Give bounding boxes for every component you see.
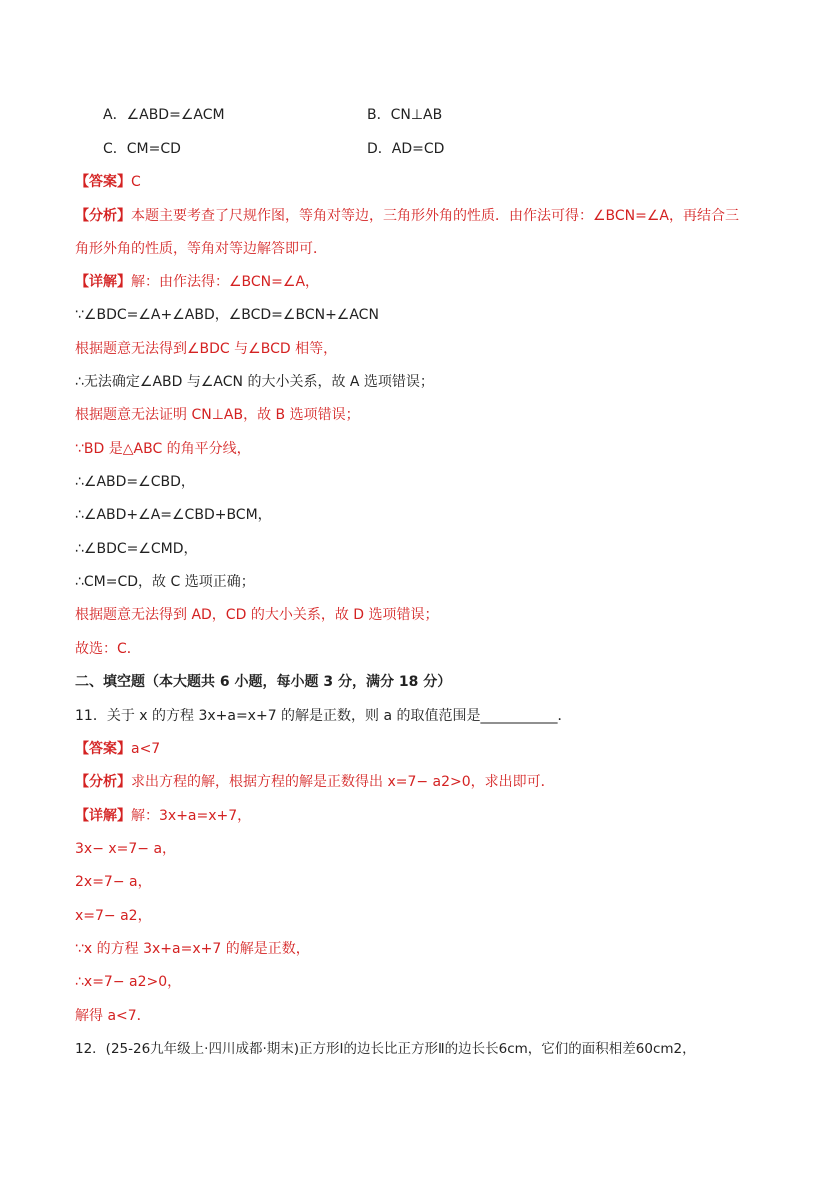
- q11-step: 解得 a<7．: [75, 1008, 151, 1024]
- option-c: C．CM=CD: [103, 141, 181, 157]
- q10-step: ∵BD 是△ABC 的角平分线，: [75, 441, 251, 457]
- q11-step: 2x=7− a，: [75, 874, 152, 890]
- answer-value: a<7: [131, 741, 161, 757]
- q10-detail: [75, 272, 319, 292]
- q10-step: ∴∠ABD+∠A=∠CBD+BCM，: [75, 507, 272, 523]
- q11-step: ∵x 的方程 3x+a=x+7 的解是正数，: [75, 941, 310, 957]
- detail-text: 解：由作法得：∠BCN=∠A，: [131, 274, 320, 290]
- q11-step: 3x− x=7− a，: [75, 841, 177, 857]
- q10-analysis-cont: 角形外角的性质，等角对等边解答即可．: [75, 241, 327, 257]
- detail-text: 解：3x+a=x+7，: [131, 808, 252, 824]
- q12-question: 12．(25-26九年级上·四川成都·期末)正方形Ⅰ的边长比正方形Ⅱ的边长长6cm，它们的面积相差60cm2，: [75, 1041, 696, 1057]
- detail-tag: 【详解】: [75, 274, 131, 290]
- q10-step: ∴CM=CD，故 C 选项正确；: [75, 574, 255, 590]
- q11-answer: [75, 739, 160, 759]
- q10-analysis: [75, 206, 739, 226]
- option-b: B．CN⊥AB: [367, 107, 443, 123]
- analysis-text: 本题主要考查了尺规作图，等角对等边，三角形外角的性质．由作法可得：∠BCN=∠A，再结合三: [131, 208, 740, 224]
- q10-answer: [75, 172, 141, 192]
- q10-step: 故选：C．: [75, 641, 141, 657]
- q11-analysis: [75, 772, 555, 792]
- option-d: D．AD=CD: [367, 141, 445, 157]
- analysis-text: 求出方程的解，根据方程的解是正数得出 x=7− a2>0，求出即可．: [131, 774, 555, 790]
- answer-tag: 【答案】: [75, 741, 131, 757]
- answer-value: C: [131, 174, 141, 190]
- q10-step: 根据题意无法得到 AD，CD 的大小关系，故 D 选项错误；: [75, 607, 439, 623]
- q10-step: ∴∠BDC=∠CMD，: [75, 541, 198, 557]
- q10-step: 根据题意无法得到∠BDC 与∠BCD 相等，: [75, 341, 338, 357]
- answer-tag: 【答案】: [75, 174, 131, 190]
- analysis-tag: 【分析】: [75, 774, 131, 790]
- q10-step: ∵∠BDC=∠A+∠ABD，∠BCD=∠BCN+∠ACN: [75, 307, 379, 323]
- q11-step: ∴x=7− a2>0，: [75, 974, 182, 990]
- section-heading: 二、填空题（本大题共 6 小题，每小题 3 分，满分 18 分）: [75, 674, 452, 690]
- analysis-tag: 【分析】: [75, 208, 131, 224]
- detail-tag: 【详解】: [75, 808, 131, 824]
- q10-step: ∴无法确定∠ABD 与∠ACN 的大小关系，故 A 选项错误；: [75, 374, 434, 390]
- q10-step: ∴∠ABD=∠CBD，: [75, 474, 195, 490]
- q10-step: 根据题意无法证明 CN⊥AB，故 B 选项错误；: [75, 407, 360, 423]
- q11-detail: [75, 806, 251, 826]
- q11-step: x=7− a2，: [75, 908, 152, 924]
- q11-question: 11．关于 x 的方程 3x+a=x+7 的解是正数，则 a 的取值范围是___________．: [75, 708, 572, 724]
- option-a: A．∠ABD=∠ACM: [103, 107, 225, 123]
